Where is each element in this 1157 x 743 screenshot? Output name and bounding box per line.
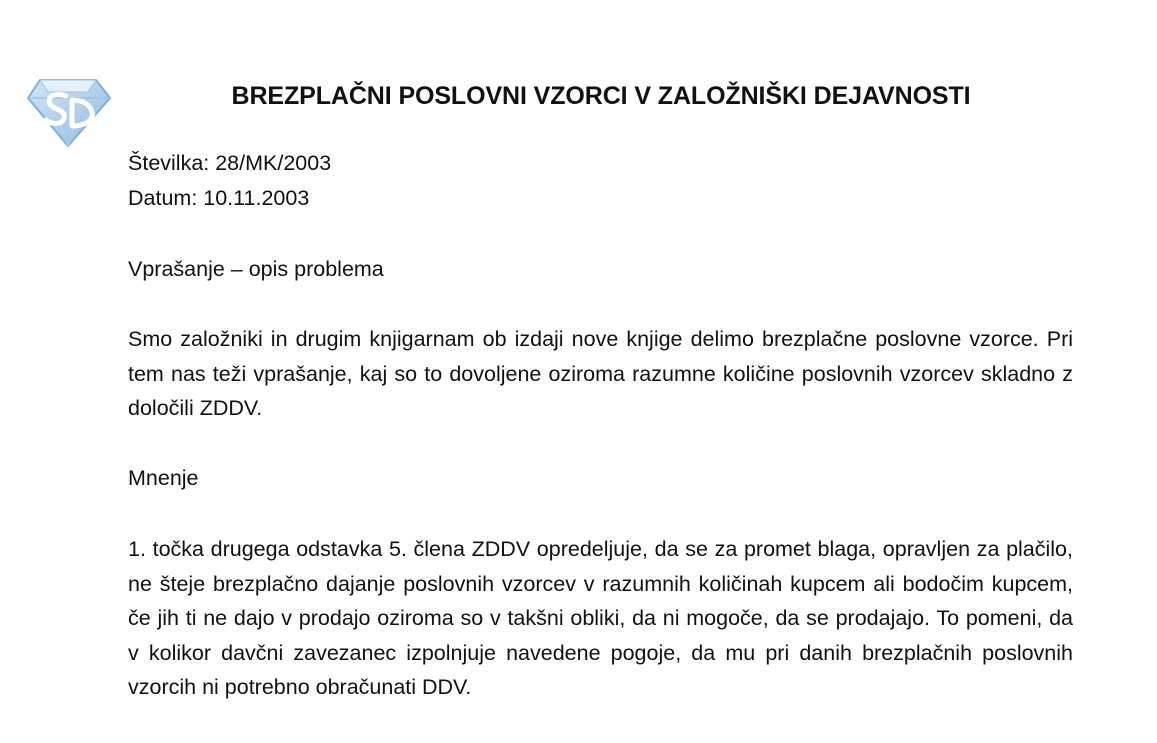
- question-paragraph: Smo založniki in drugim knjigarnam ob izdaji nove knjige delimo brezplačne poslovne vzorce. Pri tem nas teži vprašanje, kaj so to dovoljene oziroma razumne količine poslovnih vzorcev skladno z določili ZDDV.: [128, 327, 1073, 421]
- document-title: BREZPLAČNI POSLOVNI VZORCI V ZALOŽNIŠKI DEJAVNOSTI: [231, 82, 971, 110]
- document-date: Datum: 10.11.2003: [128, 186, 310, 210]
- sd-diamond-logo-icon: [26, 74, 112, 148]
- opinion-paragraph: 1. točka drugega odstavka 5. člena ZDDV opredeljuje, da se za promet blaga, opravljen za plačilo, ne šteje brezplačno dajanje poslovnih vzorcev v razumnih količinah kupcem ali bodočim kupcem, če jih ti ne dajo v prodajo oziroma so v takšni obliki, da ni mogoče, da se prodajajo. To pomeni, da v kolikor davčni zavezanec izpolnjuje navedene pogoje, da mu pri danih brezplačnih poslovnih vzorcih ni potrebno obračunati DDV.: [128, 537, 1073, 700]
- document-number: Številka: 28/MK/2003: [128, 151, 332, 175]
- question-heading: Vprašanje – opis problema: [128, 257, 384, 281]
- opinion-heading: Mnenje: [128, 466, 199, 490]
